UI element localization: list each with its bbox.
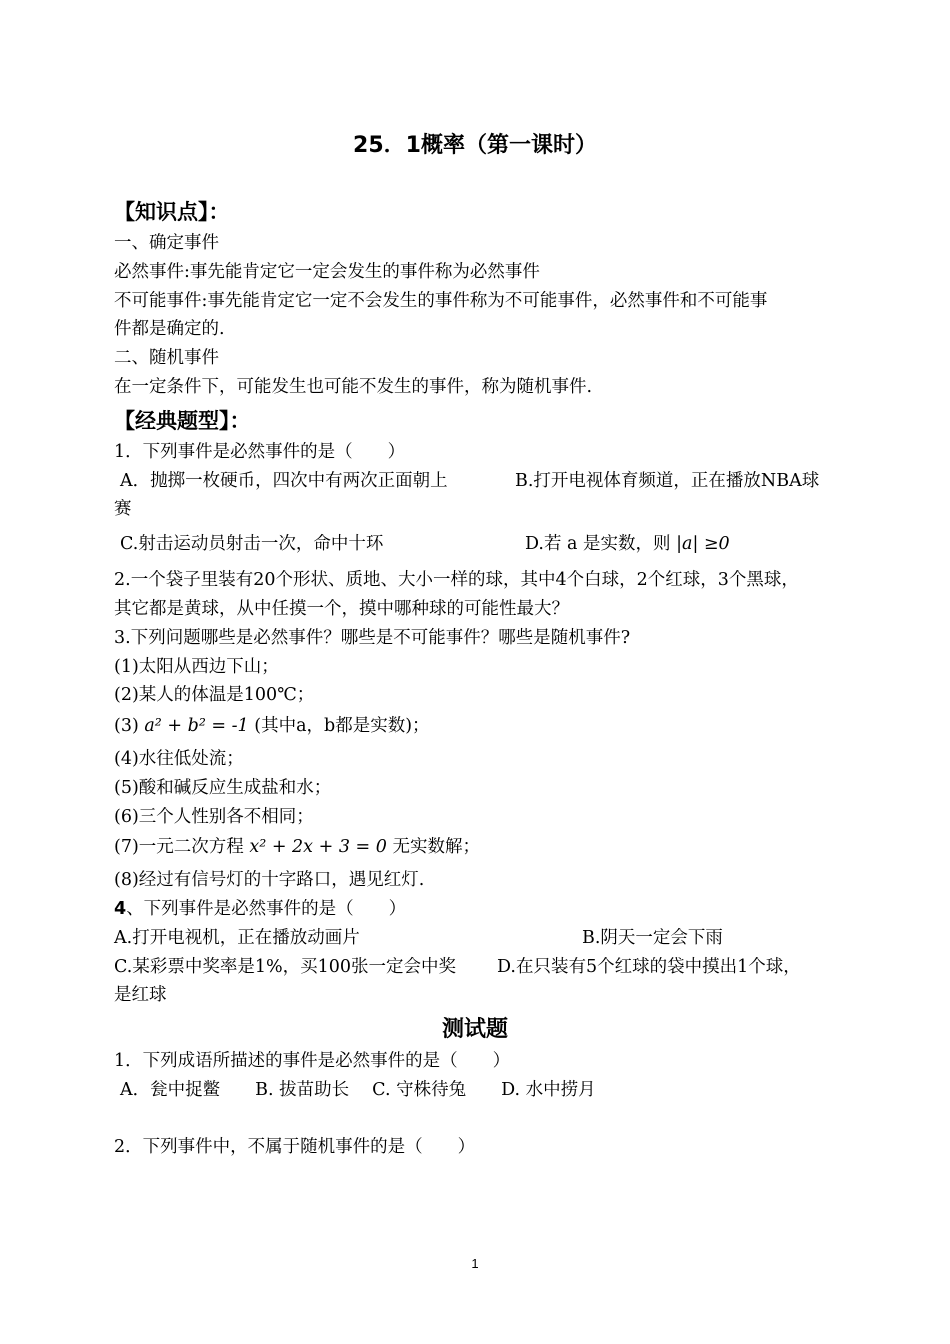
examples-heading: 【经典题型】： bbox=[114, 409, 251, 433]
q3-item-7-formula: x² + 2x + 3 = 0 bbox=[249, 837, 387, 857]
q2-line: 其它都是黄球，从中任摸一个，摸中哪种球的可能性最大？ bbox=[114, 599, 569, 619]
page-number: 1 bbox=[471, 1256, 479, 1271]
q4-stem-text: 、下列事件是必然事件的是（ ） bbox=[126, 899, 407, 919]
test-heading: 测试题 bbox=[441, 1017, 508, 1042]
knowledge-line: 不可能事件:事先能肯定它一定不会发生的事件称为不可能事件，必然事件和不可能事 bbox=[114, 291, 768, 311]
q1-option-d-text: D.若 a 是实数，则 bbox=[525, 534, 671, 554]
q4-option-b: B.阴天一定会下雨 bbox=[582, 928, 723, 948]
knowledge-line: 一、确定事件 bbox=[114, 233, 219, 253]
q4-stem bbox=[114, 895, 406, 923]
q2-line: 2.一个袋子里装有20个形状、质地、大小一样的球，其中4个白球，2个红球，3个黑球， bbox=[114, 570, 799, 590]
knowledge-line: 二、随机事件 bbox=[114, 348, 219, 368]
q1-option-d-formula: |a| ≥0 bbox=[676, 534, 730, 554]
page-title: 25．1概率（第一课时） bbox=[353, 133, 597, 158]
q3-stem: 3.下列问题哪些是必然事件？哪些是不可能事件？哪些是随机事件? bbox=[114, 628, 631, 648]
knowledge-line: 必然事件:事先能肯定它一定会发生的事件称为必然事件 bbox=[114, 262, 540, 282]
q3-item: (4)水往低处流； bbox=[114, 749, 244, 769]
knowledge-heading: 【知识点】： bbox=[114, 200, 230, 224]
q3-item-7-prefix: (7)一元二次方程 bbox=[114, 837, 244, 857]
knowledge-line: 件都是确定的. bbox=[114, 319, 225, 339]
test-q2-stem: 2．下列事件中，不属于随机事件的是（ ） bbox=[114, 1137, 476, 1157]
q3-item-3-prefix: (3) bbox=[114, 716, 139, 736]
q4-number: 4 bbox=[114, 899, 127, 919]
q3-item: (5)酸和碱反应生成盐和水； bbox=[114, 778, 332, 798]
q3-item-7 bbox=[114, 833, 480, 861]
test-q1-options: A．瓮中捉鳖 B. 拔苗助长 C. 守株待兔 D. 水中捞月 bbox=[120, 1080, 596, 1100]
q1-stem: 1．下列事件是必然事件的是（ ） bbox=[114, 442, 406, 462]
q3-item-7-suffix: 无实数解； bbox=[392, 837, 480, 857]
q3-item: (8)经过有信号灯的十字路口，遇见红灯. bbox=[114, 870, 425, 890]
q1-option-b-continued: 赛 bbox=[114, 499, 132, 519]
q3-item: (6)三个人性别各不相同； bbox=[114, 807, 314, 827]
q1-option-c: C.射击运动员射击一次，命中十环 bbox=[120, 534, 384, 554]
q1-option-a: A．抛掷一枚硬币，四次中有两次正面朝上 bbox=[120, 471, 448, 491]
q4-option-d-continued: 是红球 bbox=[114, 985, 167, 1005]
q1-option-b: B.打开电视体育频道，正在播放NBA球 bbox=[515, 471, 820, 491]
q4-option-c: C.某彩票中奖率是1%，买100张一定会中奖 bbox=[114, 957, 456, 977]
q4-option-a: A.打开电视机，正在播放动画片 bbox=[114, 928, 360, 948]
q3-item: (2)某人的体温是100℃； bbox=[114, 685, 315, 705]
q3-item-3-formula: a² + b² = -1 bbox=[144, 716, 249, 736]
q3-item-3-suffix: (其中a，b都是实数)； bbox=[254, 716, 430, 736]
q1-option-d bbox=[525, 530, 730, 558]
q4-option-d: D.在只装有5个红球的袋中摸出1个球， bbox=[497, 957, 801, 977]
q3-item: (1)太阳从西边下山； bbox=[114, 657, 279, 677]
q3-item-3 bbox=[114, 712, 430, 740]
test-q1-stem: 1．下列成语所描述的事件是必然事件的是（ ） bbox=[114, 1051, 511, 1071]
knowledge-line: 在一定条件下，可能发生也可能不发生的事件，称为随机事件. bbox=[114, 377, 593, 397]
